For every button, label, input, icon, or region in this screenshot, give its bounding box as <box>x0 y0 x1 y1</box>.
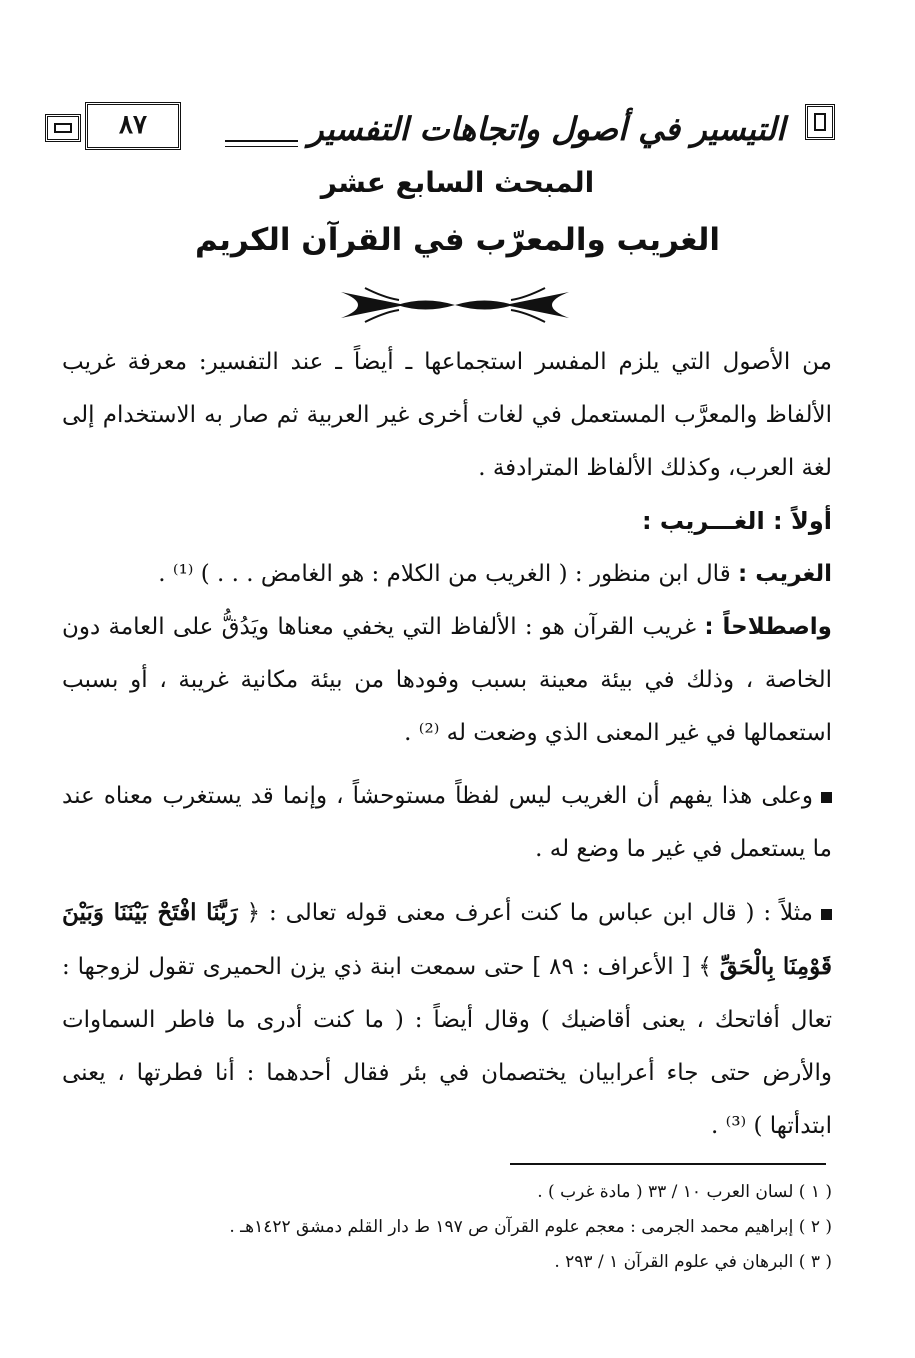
terminology-label: واصطلاحاً : <box>704 614 832 640</box>
running-title: التيسير في أصول واتجاهات التفسير <box>298 110 795 148</box>
quran-verse: رَبَّنَا افْتَحْ بَيْنَنَا وَبَيْنَ قَوْمِنَا بِالْحَقِّ <box>62 899 832 980</box>
definition-text: قال ابن منظور : ( الغريب من الكلام : هو الغامض . . . ) ⁽¹⁾ . <box>158 561 738 587</box>
point-text-2b: ﴾ [ الأعراف : ٨٩ ] حتى سمعت ابنة ذي يزن الحميرى تقول لزوجها : تعال أفاتحك ، يعنى أقاضيك ) وقال أيضاً : ( ما كنت أدرى ما فاطر السماوات والأرض حتى جاء أعرابيان يختصمان في بئر فقال أحدهما : أنا فطرتها ، يعنى ابتدأتها ) ⁽³⁾ . <box>62 954 832 1139</box>
definition-paragraph <box>62 548 832 601</box>
point-paragraph-2 <box>62 886 832 1153</box>
running-header <box>45 98 835 158</box>
chapter-title: الغريب والمعرّب في القرآن الكريم <box>194 222 721 258</box>
point-text-1: وعلى هذا يفهم أن الغريب ليس لفظاً مستوحشاً ، وإنما قد يستغرب معناه عند ما يستعمل في غير ما وضع له . <box>62 783 832 862</box>
terminology-text: غريب القرآن هو : الألفاظ التي يخفي معناها ويَدُقُّ على العامة دون الخاصة ، وذلك في بيئة معينة بسبب وفودها من بيئة مكانية غريبة ، أو بسبب استعمالها في غير المعنى الذي وضعت له ⁽²⁾ . <box>62 614 832 746</box>
footnote-3: ( ٣ ) البرهان في علوم القرآن ١ / ٢٩٣ . <box>554 1252 832 1272</box>
page-number: ٨٧ <box>85 102 181 150</box>
section-number-heading: المبحث السابع عشر <box>320 166 595 199</box>
main-text <box>62 336 832 1153</box>
decorative-divider <box>335 282 575 328</box>
square-bullet-icon <box>821 792 832 803</box>
footnote-separator <box>510 1163 826 1165</box>
header-ornament-left <box>45 114 81 142</box>
footnotes <box>62 1175 832 1280</box>
square-bullet-icon <box>821 909 832 920</box>
section-heading-gharib: أولاً : الغـــريب : <box>641 507 832 535</box>
definition-label: الغريب : <box>738 561 832 587</box>
point-text-2a: مثلاً : ( قال ابن عباس ما كنت أعرف معنى قوله تعالى : ﴿ <box>246 900 814 926</box>
point-paragraph-1 <box>62 770 832 876</box>
footnote-2: ( ٢ ) إبراهيم محمد الجرمى : معجم علوم القرآن ص ١٩٧ ط دار القلم دمشق ١٤٢٢هـ . <box>229 1217 832 1237</box>
intro-paragraph: من الأصول التي يلزم المفسر استجماعها ـ أيضاً ـ عند التفسير: معرفة غريب الألفاظ والمعرَّب المستعمل في لغات أخرى غير العربية ثم صار به الاستخدام إلى لغة العرب، وكذلك الألفاظ المترادفة . <box>62 349 832 481</box>
footnote-1: ( ١ ) لسان العرب ١٠ / ٣٣ ( مادة غرب ) . <box>537 1182 832 1202</box>
terminology-paragraph <box>62 601 832 760</box>
header-ornament-right <box>805 104 835 140</box>
